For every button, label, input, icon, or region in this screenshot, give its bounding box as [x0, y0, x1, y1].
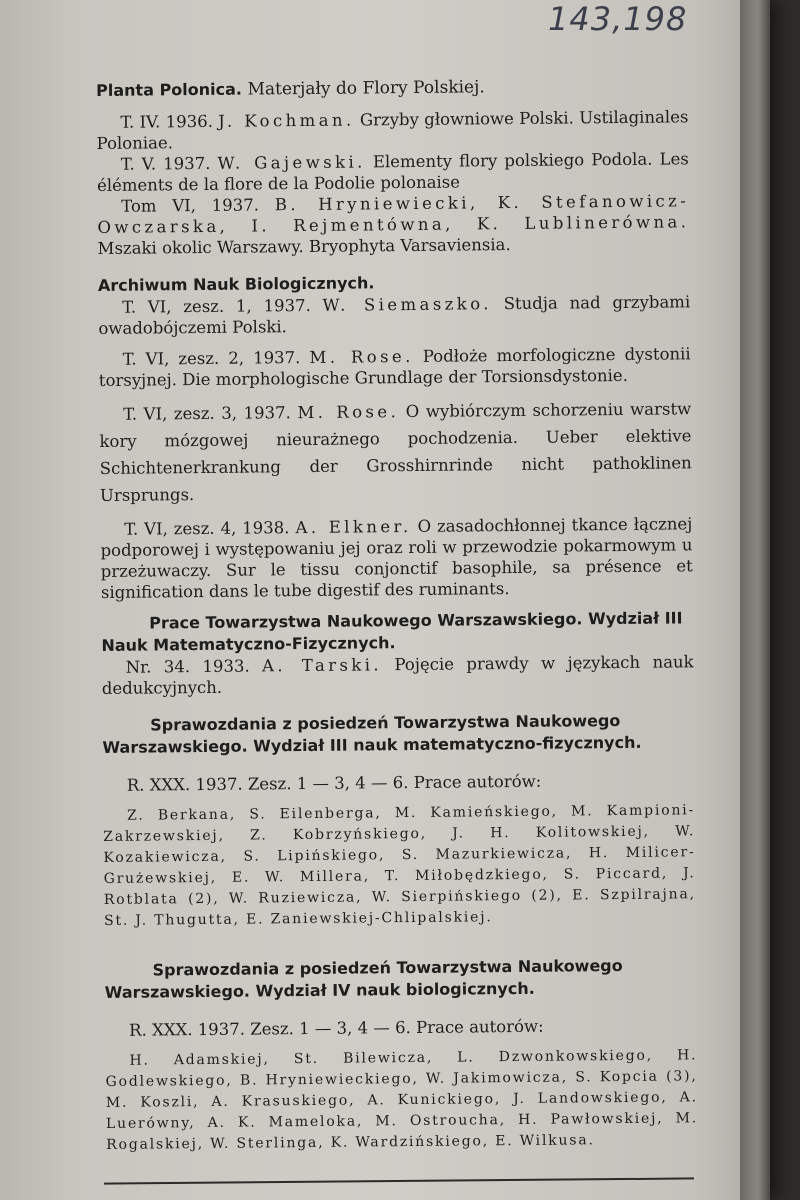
authors-list-iii: Z. Berkana, S. Eilenberga, M. Kamieńskiego, M. Kampioni-Zakrzewskiej, Z. Kobrzyńskiego, J. H. Kolitowskiej, W. Kozakiewicza, S. Lipińskiego, S. Mazurkiewicza, H. Milicer-Grużewskiej, E. W. Millera, T. Miłobędzkiego, S. Piccard, J. Rotblata (2), W. Ruziewicza, W. Sierpińskiego (2), E. Szpilrajna, St. J. Thugutta, E. Zaniewskiej-Chlipalskiej.: [103, 802, 696, 929]
entry-siemaszko: [98, 291, 690, 339]
entry-title: Podłoże morfologiczne dystonii torsyjnej. Die morphologische Grundlage der Torsionsdystonie.: [98, 344, 691, 390]
entry-author: A. Elkner.: [295, 516, 412, 538]
entry-title: Elementy flory polskiego Podola. Les éléments de la flore de la Podolie polonaise: [96, 149, 689, 195]
page-edge: [740, 0, 770, 1200]
entry-title: Studja nad grzybami owadobójczemi Polski.: [98, 292, 691, 338]
entry-author: A. Tarski.: [261, 655, 383, 676]
entry-volume: T. VI, zesz. 4, 1938.: [124, 518, 290, 539]
volume-line-iv: R. XXX. 1937. Zesz. 1 — 3, 4 — 6. Prace autorów:: [129, 1016, 544, 1040]
entry-title: Mszaki okolic Warszawy. Bryophyta Varsaviensia.: [97, 235, 511, 258]
volume-line-iii: R. XXX. 1937. Zesz. 1 — 3, 4 — 6. Prace autorów:: [126, 771, 542, 795]
entry-volume: T. VI, zesz. 3, 1937.: [123, 403, 291, 424]
entry-volume: T. VI, zesz. 2, 1937.: [122, 348, 301, 369]
entry-kochman: [96, 106, 688, 154]
title-rest: Materjały do Flory Polskiej.: [247, 77, 485, 100]
document-body: [96, 74, 698, 1156]
entry-hryniewiecki: [97, 190, 690, 259]
section-title-sprawozdania-iv: Sprawozdania z posiedzeń Towarzystwa Naukowego Warszawskiego. Wydział IV nauk biologicznych.: [104, 955, 623, 1002]
entry-volume: Tom VI, 1937.: [121, 195, 260, 216]
entry-elkner: [100, 513, 693, 603]
entry-author: W. Gajewski.: [217, 152, 366, 173]
entry-author: M. Rose.: [297, 402, 400, 423]
authors-list-iv: H. Adamskiej, St. Bilewicza, L. Dzwonkowskiego, H. Godlewskiego, B. Hryniewieckiego, W. Jakimowicza, S. Kopcia (3), M. Koszli, A. Krasuskiego, A. Kunickiego, J. Landowskiego, A. Luerówny, A. K. Mameloka, M. Ostroucha, H. Pawłowskiej, M. Rogalskiej, W. Sterlinga, K. Wardzińskiego, E. Wilkusa.: [105, 1047, 699, 1153]
entry-author: M. Rose.: [309, 346, 414, 367]
entry-tarski: [102, 651, 694, 699]
entry-volume: T. VI, zesz. 1, 1937.: [122, 295, 311, 317]
entry-author: W. Siemaszko.: [322, 294, 492, 315]
title-bold: Planta Polonica.: [96, 79, 243, 100]
entry-title: O wybiórczym schorzeniu warstw kory mózgowej nieurażnego pochodzenia. Ueber elektive Schichtenerkrankung der Grosshirnrinde nicht pathoklinen Ursprungs.: [99, 399, 692, 505]
entry-title: Grzyby głowniowe Polski. Ustilaginales Poloniae.: [96, 107, 689, 153]
entry-author: B. Hryniewiecki, K. Stefanowicz-Owczarska, I. Rejmentówna, K. Lublinerówna.: [97, 191, 690, 237]
entry-volume: T. V. 1937.: [120, 153, 211, 174]
entry-gajewski: [97, 148, 689, 196]
entry-rose-1: [99, 343, 691, 391]
entry-volume: T. IV. 1936.: [120, 111, 214, 132]
entry-author: J. Kochman.: [218, 110, 355, 131]
entry-title: Pojęcie prawdy w językach nauk dedukcyjnych.: [101, 652, 694, 698]
handwritten-note: 143,198: [548, 0, 688, 38]
entry-title: O zasadochłonnej tkance łącznej podporowej i występowaniu jej oraz roli w przewodzie pokarmowym u przeżuwaczy. Sur le tissu conjonctif basophile, sa présence et signification dans le tube digestif des ruminants.: [100, 514, 693, 602]
section-title-sprawozdania-iii: Sprawozdania z posiedzeń Towarzystwa Naukowego Warszawskiego. Wydział III nauk matematyczno-fizycznych.: [102, 710, 642, 757]
section-title-archiwum: Archiwum Nauk Biologicznych.: [97, 273, 375, 295]
section-title-prace: Prace Towarzystwa Naukowego Warszawskiego. Wydział III Nauk Matematyczno-Fizycznych.: [101, 608, 683, 655]
entry-rose-2: [99, 395, 692, 509]
bottom-rule: [104, 1177, 694, 1184]
entry-volume: Nr. 34. 1933.: [125, 656, 250, 677]
